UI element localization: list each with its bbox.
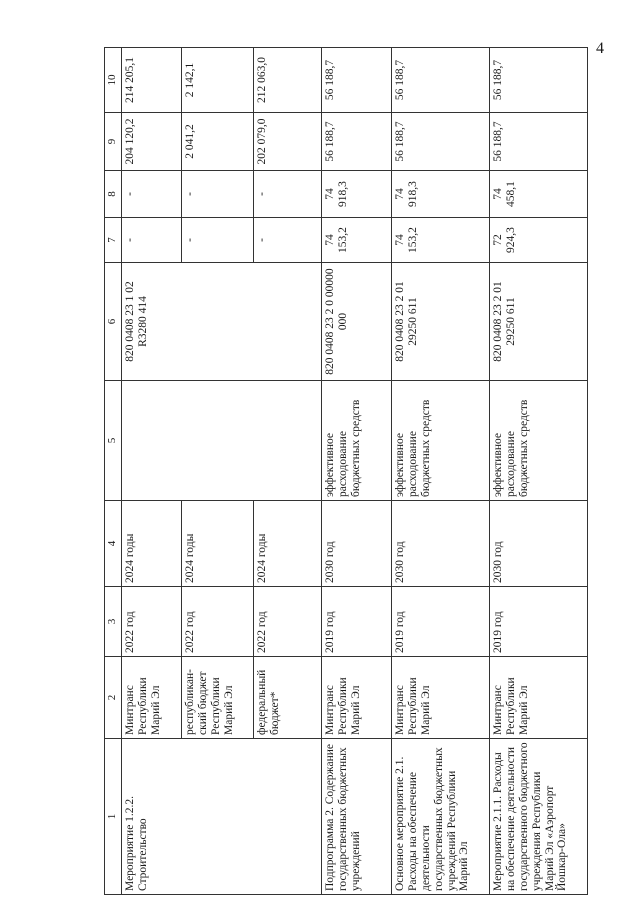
col-header-3: 3 <box>105 587 122 657</box>
cell-code: 820 0408 23 2 01 29250 611 <box>392 263 490 381</box>
cell-start: 2019 год <box>392 587 490 657</box>
cell-name: Основное мероприятие 2.1. Расходы на обеспечение деятельности государственных бюджетных учреждений Республики Марий Эл <box>392 739 490 895</box>
cell-executor: Минтранс Республики Марий Эл <box>490 657 588 739</box>
cell-result <box>182 381 254 501</box>
cell-name: Подпрограмма 2. Содержание государственных бюджетных учреждений <box>322 739 392 895</box>
cell-code <box>182 263 254 381</box>
header-row <box>105 48 122 895</box>
cell-val-7: - <box>122 218 182 263</box>
cell-val-9: 204 120,2 <box>122 113 182 171</box>
cell-start: 2019 год <box>490 587 588 657</box>
cell-val-9: 56 188,7 <box>490 113 588 171</box>
table-row <box>182 48 254 895</box>
table-row <box>490 48 588 895</box>
col-header-1: 1 <box>105 739 122 895</box>
cell-code <box>254 263 322 381</box>
cell-val-7: 74 153,2 <box>392 218 490 263</box>
cell-val-8: 74 458,1 <box>490 171 588 218</box>
table-row <box>322 48 392 895</box>
budget-table <box>104 47 588 895</box>
cell-name: Мероприятие 1.2.2. Строительство <box>122 739 182 895</box>
col-header-2: 2 <box>105 657 122 739</box>
cell-start: 2019 год <box>322 587 392 657</box>
col-header-4: 4 <box>105 501 122 587</box>
cell-code: 820 0408 23 1 02 R3280 414 <box>122 263 182 381</box>
table-row <box>122 48 182 895</box>
cell-end: 2024 годы <box>122 501 182 587</box>
cell-val-10: 2 142,1 <box>182 48 254 113</box>
cell-val-8: - <box>254 171 322 218</box>
col-header-6: 6 <box>105 263 122 381</box>
col-header-7: 7 <box>105 218 122 263</box>
cell-result <box>122 381 182 501</box>
table-row <box>254 48 322 895</box>
table-row <box>392 48 490 895</box>
cell-executor: Минтранс Республики Марий Эл <box>122 657 182 739</box>
cell-result: эффективное расходование бюджетных средств <box>322 381 392 501</box>
cell-end: 2030 год <box>322 501 392 587</box>
col-header-8: 8 <box>105 171 122 218</box>
cell-name <box>182 739 254 895</box>
cell-val-7: - <box>254 218 322 263</box>
cell-start: 2022 год <box>182 587 254 657</box>
cell-val-7: 74 153,2 <box>322 218 392 263</box>
cell-val-10: 212 063,0 <box>254 48 322 113</box>
cell-val-10: 214 205,1 <box>122 48 182 113</box>
col-header-9: 9 <box>105 113 122 171</box>
cell-val-8: 74 918,3 <box>322 171 392 218</box>
cell-executor: федеральный бюджет* <box>254 657 322 739</box>
cell-end: 2024 годы <box>254 501 322 587</box>
cell-result: эффективное расходование бюджетных средств <box>392 381 490 501</box>
cell-executor: Минтранс Республики Марий Эл <box>392 657 490 739</box>
cell-val-8: - <box>182 171 254 218</box>
cell-val-10: 56 188,7 <box>490 48 588 113</box>
cell-start: 2022 год <box>254 587 322 657</box>
cell-val-10: 56 188,7 <box>392 48 490 113</box>
cell-end: 2030 год <box>392 501 490 587</box>
cell-val-7: 72 924,3 <box>490 218 588 263</box>
cell-executor: республикан-ский бюджет Республики Марий Эл <box>182 657 254 739</box>
cell-code: 820 0408 23 2 01 29250 611 <box>490 263 588 381</box>
page-number: 4 <box>596 40 604 57</box>
cell-val-10: 56 188,7 <box>322 48 392 113</box>
cell-result <box>254 381 322 501</box>
cell-val-8: 74 918,3 <box>392 171 490 218</box>
cell-val-9: 56 188,7 <box>392 113 490 171</box>
cell-val-9: 56 188,7 <box>322 113 392 171</box>
cell-result: эффективное расходование бюджетных средств <box>490 381 588 501</box>
cell-val-8: - <box>122 171 182 218</box>
col-header-5: 5 <box>105 381 122 501</box>
cell-val-9: 2 041,2 <box>182 113 254 171</box>
cell-start: 2022 год <box>122 587 182 657</box>
cell-code: 820 0408 23 2 0 00000 000 <box>322 263 392 381</box>
cell-end: 2030 год <box>490 501 588 587</box>
cell-val-7: - <box>182 218 254 263</box>
cell-name <box>254 739 322 895</box>
cell-name: Мероприятие 2.1.1. Расходы на обеспечение деятельности государственного бюджетного учреждения Республики Марий Эл «Аэропорт Йошкар-Ола» <box>490 739 588 895</box>
budget-table-rotated <box>104 48 569 895</box>
cell-end: 2024 годы <box>182 501 254 587</box>
cell-executor: Минтранс Республики Марий Эл <box>322 657 392 739</box>
cell-val-9: 202 079,0 <box>254 113 322 171</box>
col-header-10: 10 <box>105 48 122 113</box>
